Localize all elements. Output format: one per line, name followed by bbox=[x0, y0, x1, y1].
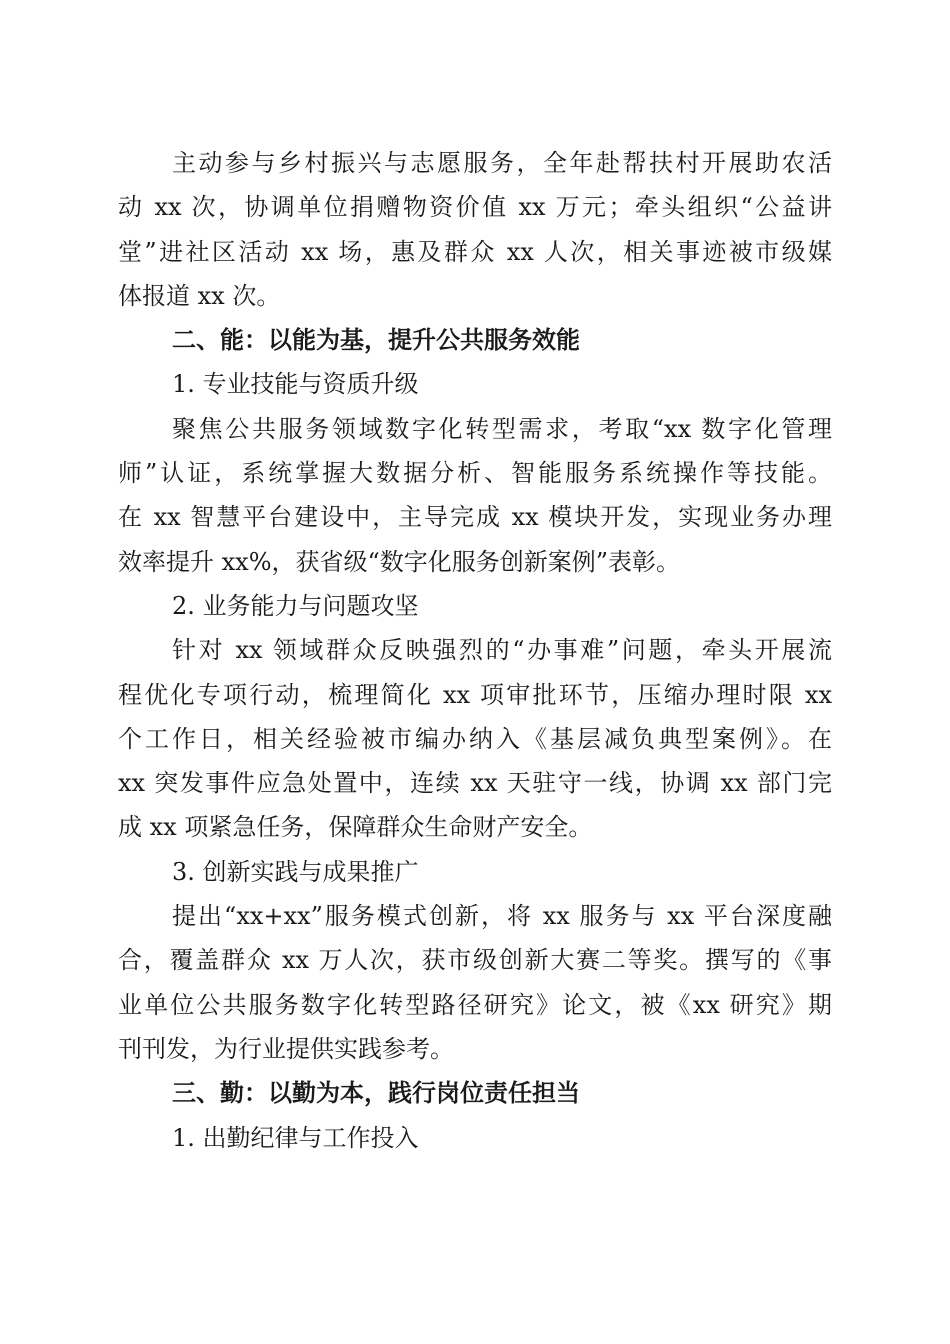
section-heading: 二、能：以能为基，提升公共服务效能 bbox=[172, 326, 580, 355]
paragraph-line: 针对 xx 领域群众反映强烈的“办事难”问题，牵头开展流 bbox=[172, 636, 832, 665]
section-heading: 三、勤：以勤为本，践行岗位责任担当 bbox=[172, 1079, 580, 1108]
paragraph-line: 刊刊发，为行业提供实践参考。 bbox=[118, 1034, 454, 1063]
paragraph-line: 提出“xx+xx”服务模式创新，将 xx 服务与 xx 平台深度融 bbox=[172, 902, 832, 931]
paragraph-line: 堂”进社区活动 xx 场，惠及群众 xx 人次，相关事迹被市级媒 bbox=[118, 237, 832, 266]
paragraph-line: 效率提升 xx%，获省级“数字化服务创新案例”表彰。 bbox=[118, 547, 681, 576]
paragraph-line: 成 xx 项紧急任务，保障群众生命财产安全。 bbox=[118, 813, 593, 842]
paragraph-line: 动 xx 次，协调单位捐赠物资价值 xx 万元；牵头组织“公益讲 bbox=[118, 193, 832, 222]
subsection-heading: 1. 专业技能与资质升级 bbox=[172, 370, 419, 399]
paragraph-line: xx 突发事件应急处置中，连续 xx 天驻守一线，协调 xx 部门完 bbox=[118, 769, 832, 798]
subsection-heading: 1. 出勤纪律与工作投入 bbox=[172, 1123, 419, 1152]
subsection-heading: 2. 业务能力与问题攻坚 bbox=[172, 591, 419, 620]
document-body bbox=[118, 141, 832, 1160]
paragraph-line: 个工作日，相关经验被市编办纳入《基层减负典型案例》。在 bbox=[118, 724, 832, 753]
paragraph-line: 程优化专项行动，梳理简化 xx 项审批环节，压缩办理时限 xx bbox=[118, 680, 832, 709]
paragraph-line: 聚焦公共服务领域数字化转型需求，考取“xx 数字化管理 bbox=[172, 414, 832, 443]
paragraph-line: 主动参与乡村振兴与志愿服务，全年赴帮扶村开展助农活 bbox=[172, 149, 832, 177]
paragraph-line: 在 xx 智慧平台建设中，主导完成 xx 模块开发，实现业务办理 bbox=[118, 503, 832, 532]
paragraph-line: 合，覆盖群众 xx 万人次，获市级创新大赛二等奖。撰写的《事 bbox=[118, 946, 832, 975]
paragraph-line: 师”认证，系统掌握大数据分析、智能服务系统操作等技能。 bbox=[118, 459, 832, 488]
paragraph-line: 业单位公共服务数字化转型路径研究》论文，被《xx 研究》期 bbox=[118, 990, 832, 1019]
subsection-heading: 3. 创新实践与成果推广 bbox=[172, 857, 419, 886]
paragraph-line: 体报道 xx 次。 bbox=[118, 281, 281, 310]
